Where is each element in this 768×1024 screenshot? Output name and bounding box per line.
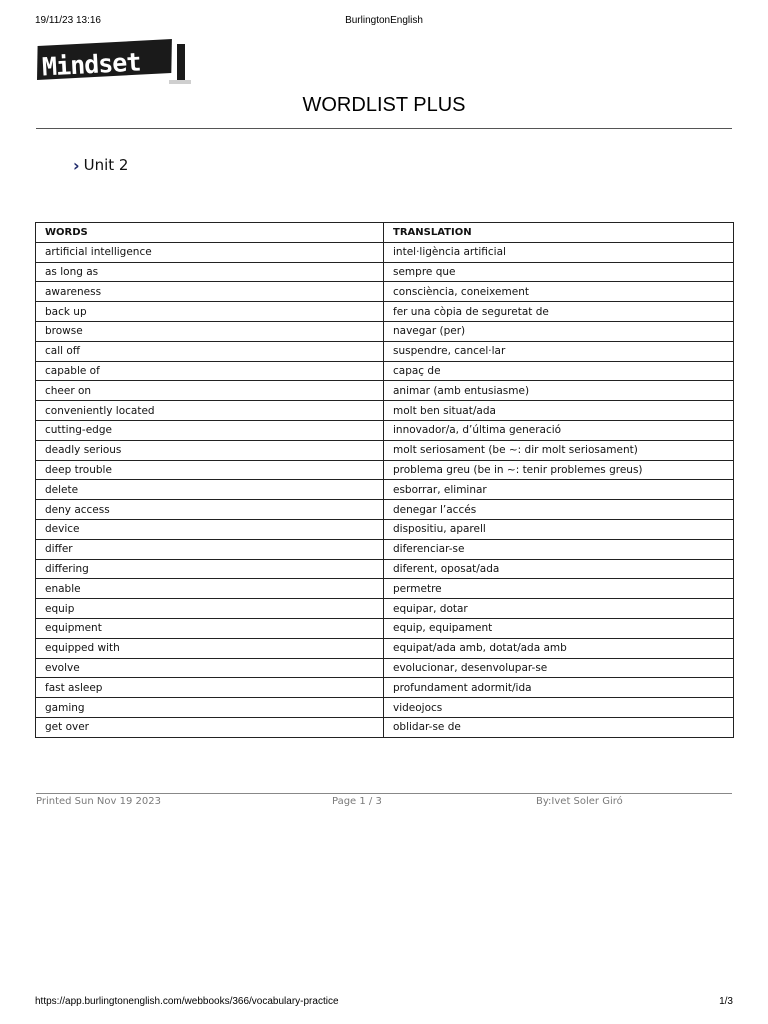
page-footer xyxy=(36,796,732,810)
page-title: WORDLIST PLUS xyxy=(302,94,466,116)
translation-cell: intel·ligència artificial xyxy=(384,242,734,262)
word-cell: equipment xyxy=(36,618,384,638)
print-page-number: 1/3 xyxy=(719,996,733,1007)
column-header-words: WORDS xyxy=(36,223,384,243)
word-cell: cheer on xyxy=(36,381,384,401)
page-indicator: Page 1 / 3 xyxy=(332,796,382,807)
word-cell: browse xyxy=(36,321,384,341)
word-cell: deadly serious xyxy=(36,440,384,460)
translation-cell: videojocs xyxy=(384,698,734,718)
translation-cell: equip, equipament xyxy=(384,618,734,638)
table-row xyxy=(36,678,734,698)
table-row xyxy=(36,302,734,322)
translation-cell: denegar l’accés xyxy=(384,500,734,520)
table-row xyxy=(36,559,734,579)
translation-cell: animar (amb entusiasme) xyxy=(384,381,734,401)
chevron-right-icon: › xyxy=(73,155,80,175)
word-cell: differing xyxy=(36,559,384,579)
footer-divider xyxy=(36,793,732,794)
word-cell: delete xyxy=(36,480,384,500)
translation-cell: capaç de xyxy=(384,361,734,381)
logo-text: Mindset xyxy=(41,47,142,82)
word-cell: artificial intelligence xyxy=(36,242,384,262)
print-url: https://app.burlingtonenglish.com/webbooks/366/vocabulary-practice xyxy=(35,996,339,1007)
logo-bar-shadow xyxy=(169,80,191,84)
print-site-title: BurlingtonEnglish xyxy=(345,15,423,26)
translation-cell: profundament adormit/ida xyxy=(384,678,734,698)
table-row xyxy=(36,519,734,539)
translation-cell: diferenciar-se xyxy=(384,539,734,559)
word-cell: evolve xyxy=(36,658,384,678)
translation-cell: navegar (per) xyxy=(384,321,734,341)
translation-cell: innovador/a, d’última generació xyxy=(384,420,734,440)
print-footer xyxy=(35,996,733,1010)
table-row xyxy=(36,500,734,520)
unit-label: Unit 2 xyxy=(83,156,129,174)
word-cell: deny access xyxy=(36,500,384,520)
word-cell: deep trouble xyxy=(36,460,384,480)
translation-cell: evolucionar, desenvolupar-se xyxy=(384,658,734,678)
word-cell: enable xyxy=(36,579,384,599)
word-cell: get over xyxy=(36,717,384,737)
word-cell: back up xyxy=(36,302,384,322)
table-row xyxy=(36,599,734,619)
word-cell: equip xyxy=(36,599,384,619)
word-cell: call off xyxy=(36,341,384,361)
unit-heading xyxy=(73,155,128,175)
table-row xyxy=(36,658,734,678)
translation-cell: fer una còpia de seguretat de xyxy=(384,302,734,322)
table-row xyxy=(36,460,734,480)
table-row xyxy=(36,242,734,262)
translation-cell: molt ben situat/ada xyxy=(384,401,734,421)
table-row xyxy=(36,341,734,361)
wordlist-table xyxy=(35,222,734,738)
column-header-translation: TRANSLATION xyxy=(384,223,734,243)
translation-cell: suspendre, cancel·lar xyxy=(384,341,734,361)
table-row xyxy=(36,361,734,381)
word-cell: gaming xyxy=(36,698,384,718)
wordlist-body xyxy=(36,242,734,737)
word-cell: as long as xyxy=(36,262,384,282)
table-row xyxy=(36,420,734,440)
word-cell: equipped with xyxy=(36,638,384,658)
translation-cell: molt seriosament (be ~: dir molt seriosament) xyxy=(384,440,734,460)
table-row xyxy=(36,638,734,658)
table-row xyxy=(36,539,734,559)
table-header-row xyxy=(36,223,734,243)
word-cell: cutting-edge xyxy=(36,420,384,440)
word-cell: differ xyxy=(36,539,384,559)
table-row xyxy=(36,440,734,460)
translation-cell: dispositiu, aparell xyxy=(384,519,734,539)
word-cell: fast asleep xyxy=(36,678,384,698)
logo-bar xyxy=(177,44,185,82)
printed-date: Printed Sun Nov 19 2023 xyxy=(36,796,161,807)
table-row xyxy=(36,717,734,737)
translation-cell: oblidar-se de xyxy=(384,717,734,737)
word-cell: conveniently located xyxy=(36,401,384,421)
print-datetime: 19/11/23 13:16 xyxy=(35,15,101,26)
translation-cell: diferent, oposat/ada xyxy=(384,559,734,579)
table-row xyxy=(36,381,734,401)
translation-cell: permetre xyxy=(384,579,734,599)
translation-cell: esborrar, eliminar xyxy=(384,480,734,500)
print-header xyxy=(35,15,733,29)
table-row xyxy=(36,262,734,282)
table-row xyxy=(36,282,734,302)
author-credit: By:Ivet Soler Giró xyxy=(536,796,623,807)
translation-cell: problema greu (be in ~: tenir problemes greus) xyxy=(384,460,734,480)
table-row xyxy=(36,321,734,341)
table-row xyxy=(36,401,734,421)
heading-divider xyxy=(36,128,732,129)
table-row xyxy=(36,618,734,638)
translation-cell: sempre que xyxy=(384,262,734,282)
table-row xyxy=(36,698,734,718)
translation-cell: equipar, dotar xyxy=(384,599,734,619)
translation-cell: equipat/ada amb, dotat/ada amb xyxy=(384,638,734,658)
table-row xyxy=(36,480,734,500)
mindset-logo xyxy=(37,44,187,86)
word-cell: device xyxy=(36,519,384,539)
table-row xyxy=(36,579,734,599)
word-cell: awareness xyxy=(36,282,384,302)
word-cell: capable of xyxy=(36,361,384,381)
translation-cell: consciència, coneixement xyxy=(384,282,734,302)
